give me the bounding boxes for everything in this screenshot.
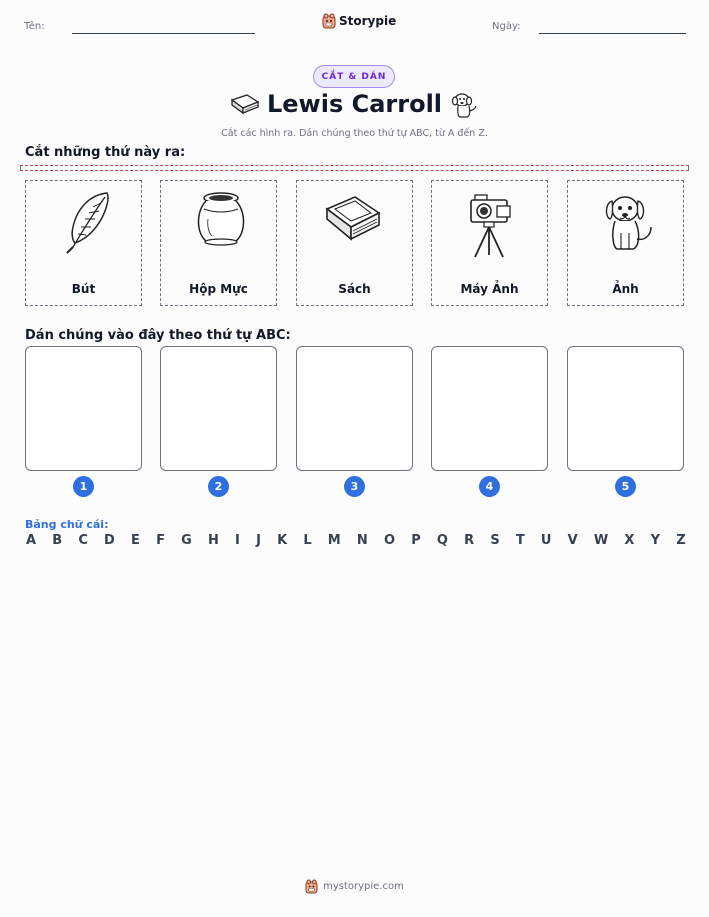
name-line[interactable] <box>72 33 255 34</box>
alphabet-letter: Y <box>650 533 661 548</box>
card-label: Sách <box>338 282 371 296</box>
paste-box-2[interactable] <box>160 346 277 471</box>
alphabet-letter: E <box>131 533 140 548</box>
cut-line <box>20 165 689 171</box>
puppy-icon <box>601 189 657 255</box>
brand-name: Storypie <box>339 14 397 28</box>
ink-pot-icon <box>194 189 248 251</box>
cut-card-3[interactable] <box>296 180 413 306</box>
storypie-logo-icon <box>322 13 336 29</box>
paste-box-3[interactable] <box>296 346 413 471</box>
cut-card-4[interactable] <box>431 180 548 306</box>
alphabet-letter: D <box>104 533 115 548</box>
date-line[interactable] <box>539 33 686 34</box>
paste-box-4[interactable] <box>431 346 548 471</box>
alphabet-heading: Bảng chữ cái: <box>25 518 109 531</box>
alphabet-letter: Q <box>436 533 448 548</box>
alphabet-letter: P <box>411 533 421 548</box>
order-number-2: 2 <box>208 476 229 497</box>
card-label: Hộp Mực <box>189 282 248 296</box>
book-icon <box>323 189 383 251</box>
paste-heading: Dán chúng vào đây theo thứ tự ABC: <box>25 328 291 343</box>
alphabet-letter: G <box>181 533 192 548</box>
card-label: Ảnh <box>612 282 639 296</box>
cut-card-2[interactable] <box>160 180 277 306</box>
alphabet-letter: Z <box>676 533 686 548</box>
alphabet-letter: H <box>207 533 219 548</box>
alphabet-letter: C <box>78 533 88 548</box>
storypie-logo-icon <box>305 879 318 894</box>
name-label: Tên: <box>24 21 45 32</box>
alphabet-letter: K <box>277 533 288 548</box>
card-label: Máy Ảnh <box>460 282 519 296</box>
alphabet-letter: R <box>464 533 475 548</box>
alphabet-letter: A <box>26 533 37 548</box>
cut-heading: Cắt những thứ này ra: <box>25 145 186 160</box>
alphabet-letter: T <box>515 533 525 548</box>
alphabet-letter: V <box>567 533 578 548</box>
alphabet-letter: F <box>156 533 165 548</box>
order-number-1: 1 <box>73 476 94 497</box>
date-label: Ngày: <box>492 21 521 32</box>
footer <box>0 879 709 894</box>
alphabet-letter: O <box>383 533 396 548</box>
order-number-3: 3 <box>344 476 365 497</box>
alphabet-letter: U <box>540 533 552 548</box>
activity-badge: CẮT & DÁN <box>313 65 395 88</box>
card-label: Bút <box>71 282 96 296</box>
cut-card-5[interactable] <box>567 180 684 306</box>
alphabet-letter: L <box>303 533 312 548</box>
footer-url[interactable]: mystorypie.com <box>323 881 404 892</box>
alphabet-letter: B <box>52 533 63 548</box>
paste-box-5[interactable] <box>567 346 684 471</box>
feather-quill-icon <box>59 189 113 255</box>
page-title: Lewis Carroll <box>266 90 443 118</box>
alphabet-letter: X <box>624 533 635 548</box>
alphabet-letter: W <box>593 533 609 548</box>
alphabet-letter: N <box>356 533 368 548</box>
alphabet-letter: I <box>235 533 240 548</box>
alphabet-letter: M <box>327 533 341 548</box>
order-number-4: 4 <box>479 476 500 497</box>
alphabet-letter: S <box>490 533 500 548</box>
storypie-brand <box>322 13 396 29</box>
cut-card-1[interactable] <box>25 180 142 306</box>
alphabet-letter: J <box>256 533 261 548</box>
instructions: Cắt các hình ra. Dán chúng theo thứ tự ABC, từ A đến Z. <box>221 128 488 139</box>
alphabet-row <box>26 533 686 548</box>
camera-tripod-icon <box>465 189 519 259</box>
order-number-5: 5 <box>615 476 636 497</box>
puppy-icon <box>449 90 479 120</box>
paste-box-1[interactable] <box>25 346 142 471</box>
